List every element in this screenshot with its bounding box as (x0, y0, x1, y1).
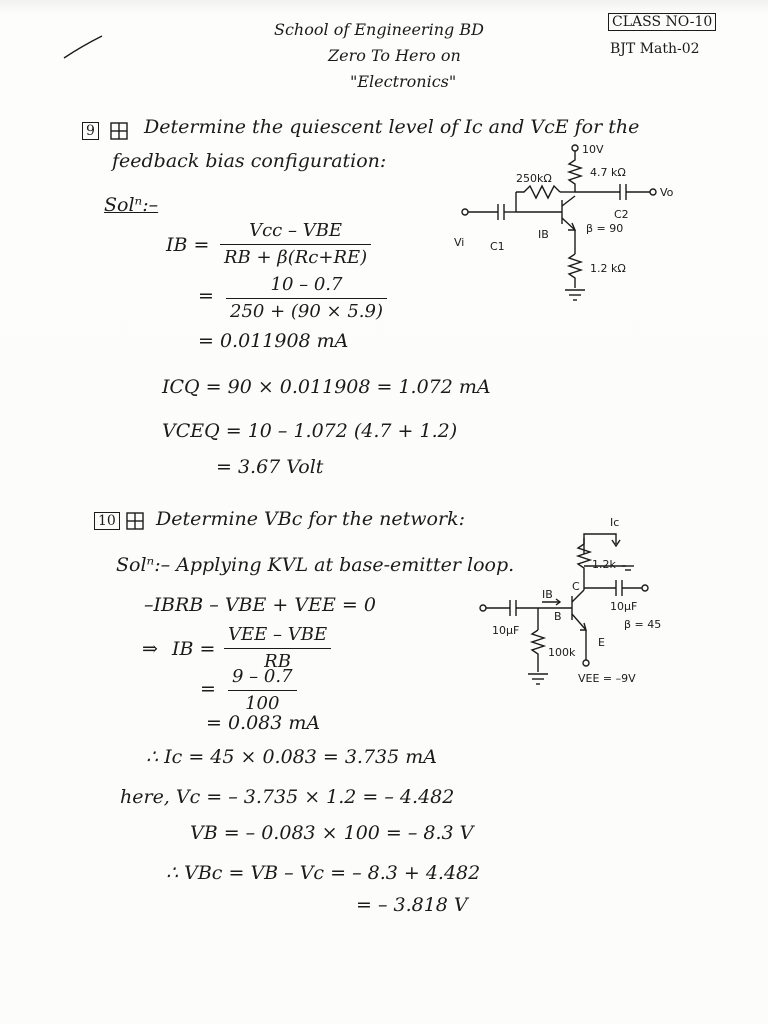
q9-ib-formula (220, 222, 371, 267)
q10-vee-terminal (583, 660, 589, 666)
q10-ib-label: IB (542, 588, 553, 601)
q9-vi-label: Vi (454, 236, 465, 249)
q10-rc-label: 1.2k (592, 558, 616, 571)
q9-c1-label: C1 (490, 240, 505, 253)
q10-output-terminal (642, 585, 648, 591)
q9-rb-resistor (516, 186, 560, 198)
q9-solution-label: Solⁿ:– (104, 194, 159, 216)
q9-vceq-line2: = 3.67 Volt (216, 456, 324, 478)
q9-rc-label: 4.7 kΩ (590, 166, 626, 179)
q9-eq-sign: = (198, 285, 214, 307)
class-number-badge: CLASS NO-10 (608, 13, 716, 31)
q10-base-label: B (554, 610, 562, 623)
q10-cin-label: 10μF (492, 624, 520, 637)
q10-box-icon (126, 512, 146, 532)
q9-prompt-line2: feedback bias configuration: (112, 150, 387, 172)
q10-ib-lhs: IB = (172, 638, 216, 660)
q10-rc-resistor (578, 544, 590, 580)
q10-ib-numerator: VEE – VBE (224, 626, 331, 649)
q9-ib-result: = 0.011908 mA (198, 330, 349, 352)
q10-common-base-circuit (476, 510, 676, 696)
q9-vcc-label: 10V (582, 143, 604, 156)
q10-vb: VB = – 0.083 × 100 = – 8.3 V (190, 822, 474, 844)
q10-emitter-label: E (598, 636, 605, 649)
q9-box-icon (110, 122, 130, 142)
q10-rb-label: 100k (548, 646, 576, 659)
q10-transistor-emitter (572, 614, 586, 630)
q9-re-resistor (569, 254, 581, 288)
q10-ic: ∴ Ic = 45 × 0.083 = 3.735 mA (146, 746, 438, 768)
q9-feedback-bias-circuit (450, 140, 700, 310)
q9-vi-terminal (462, 209, 468, 215)
q9-vo-terminal (650, 189, 656, 195)
q9-ib-lhs: IB = (166, 234, 210, 256)
q9-ib-label: IB (538, 228, 549, 241)
q10-collector-label: C (572, 580, 580, 593)
q10-implies-sign: ⇒ (142, 638, 158, 660)
q9-c2-label: C2 (614, 208, 629, 221)
q10-number-box: 10 (94, 512, 120, 530)
header-subtitle: Zero To Hero on (328, 46, 461, 65)
q10-vbc-line1: ∴ VBc = VB – Vc = – 8.3 + 4.482 (166, 862, 481, 884)
q10-cout-label: 10μF (610, 600, 638, 613)
q9-rc-resistor (569, 151, 581, 192)
q10-input-terminal (480, 605, 486, 611)
q10-rb-resistor (532, 630, 544, 672)
q10-kvl-equation: –IBRB – VBE + VEE = 0 (144, 594, 376, 616)
q10-ic-label: Ic (610, 516, 620, 529)
q10-vee-label: VEE = –9V (578, 672, 636, 685)
q10-vbc-line2: = – 3.818 V (356, 894, 468, 916)
q10-beta-label: β = 45 (624, 618, 662, 631)
q10-vc: here, Vc = – 3.735 × 1.2 = – 4.482 (120, 786, 455, 808)
q9-vo-label: Vo (660, 186, 674, 199)
q9-transistor-collector (562, 196, 575, 206)
q10-prompt: Determine VBc for the network: (156, 508, 465, 530)
q9-prompt-line1: Determine the quiescent level of Ic and VcE for the (144, 116, 640, 138)
q9-vceq-line1: VCEQ = 10 – 1.072 (4.7 + 1.2) (162, 420, 458, 442)
q10-ib-formula (224, 626, 331, 671)
q9-ib-numerator: Vcc – VBE (220, 222, 371, 245)
q10-ib-result: = 0.083 mA (206, 712, 321, 734)
q9-icq: ICQ = 90 × 0.011908 = 1.072 mA (162, 376, 491, 398)
q9-number-box: 9 (82, 122, 99, 140)
q9-re-label: 1.2 kΩ (590, 262, 626, 275)
q10-solution-line: Solⁿ:– Applying KVL at base-emitter loop. (116, 554, 515, 576)
q9-ib-substituted (226, 276, 387, 321)
q9-rb-label: 250kΩ (516, 172, 552, 185)
q9-ib-denominator: RB + β(Rc+RE) (224, 247, 368, 268)
header-course: "Electronics" (350, 72, 457, 91)
q9-sub-numerator: 10 – 0.7 (226, 276, 387, 299)
q9-vcc-terminal (572, 145, 578, 151)
q10-ib-denominator: RB (264, 651, 291, 672)
pen-tick-mark (62, 34, 106, 62)
q10-sub-numerator: 9 – 0.7 (228, 668, 297, 691)
q10-ib-substituted (228, 668, 297, 713)
q9-beta-label: β = 90 (586, 222, 624, 235)
q10-sub-denominator: 100 (245, 693, 280, 714)
header-title: School of Engineering BD (274, 20, 484, 39)
q10-eq-sign: = (200, 678, 216, 700)
q9-sub-denominator: 250 + (90 × 5.9) (230, 301, 383, 322)
topic-label: BJT Math-02 (610, 41, 700, 57)
